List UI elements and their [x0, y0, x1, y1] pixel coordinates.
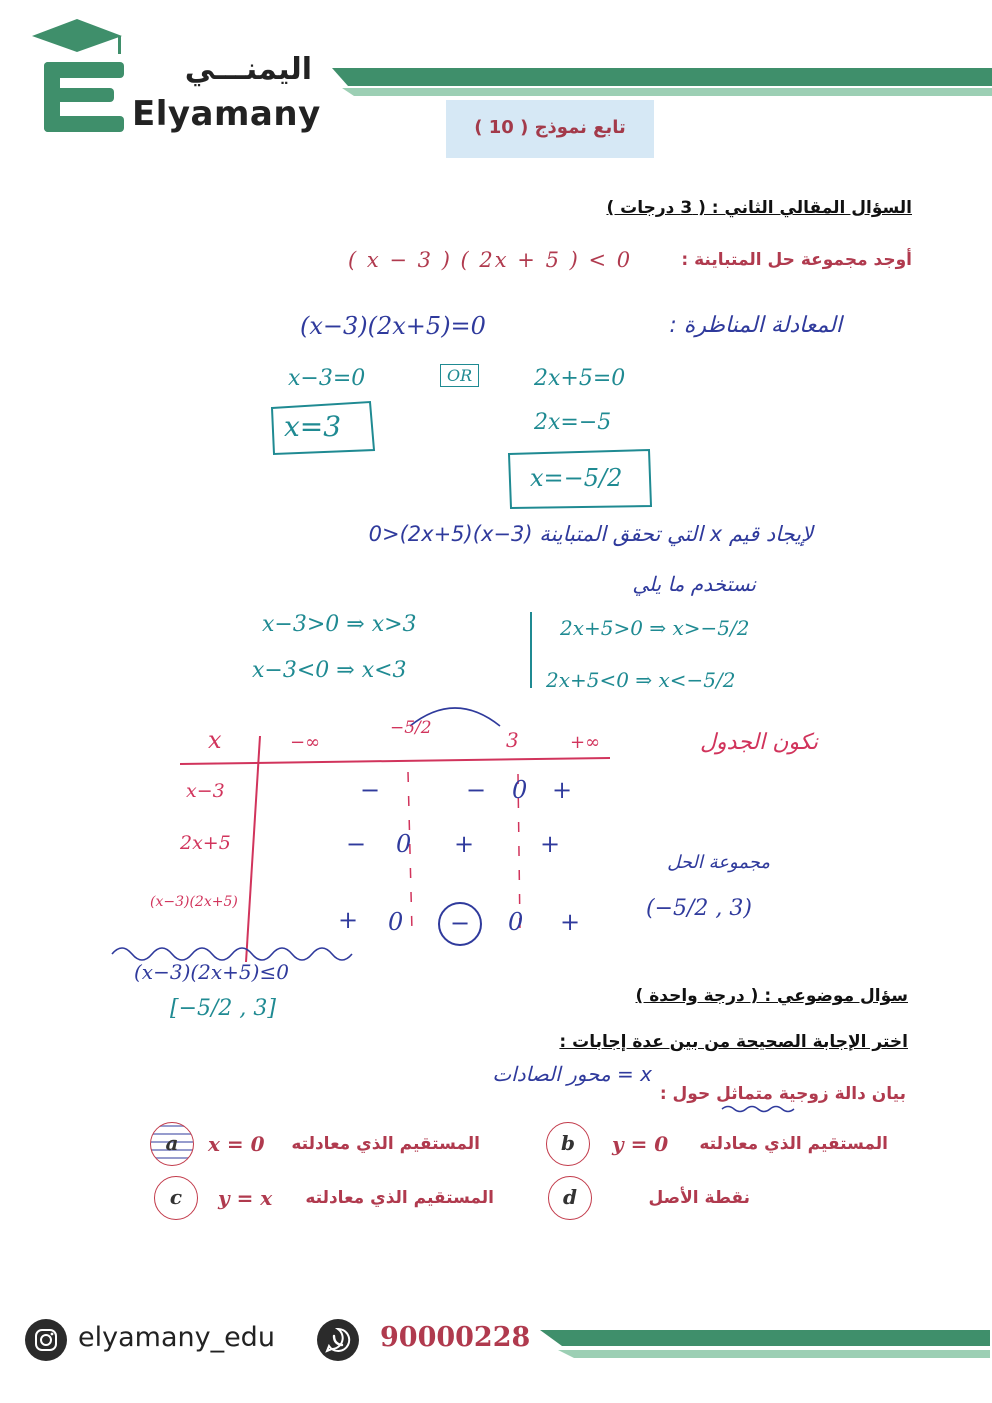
option-b[interactable]: [546, 1122, 892, 1168]
logo: [22, 14, 321, 139]
option-c[interactable]: [154, 1176, 500, 1222]
row2-sign2: 0: [396, 830, 412, 858]
row3-sign3: −: [438, 902, 482, 946]
whatsapp-icon: [316, 1318, 360, 1362]
footer-stripes: [540, 1328, 990, 1362]
logo-mark-icon: [22, 14, 132, 134]
case-divider: [530, 612, 532, 688]
row1-sign1: −: [360, 776, 381, 804]
option-b-math: y = 0: [612, 1132, 669, 1156]
case1: x−3>0 ⇒ x>3: [262, 612, 417, 637]
left-eq: x−3=0: [288, 366, 366, 391]
option-c-math: y = x: [218, 1186, 273, 1210]
axis-label: x = محور الصادات: [492, 1062, 652, 1086]
sol-set: (−5/2 , 3): [646, 896, 752, 921]
option-c-letter[interactable]: c: [154, 1176, 198, 1220]
related-eq: (x−3)(2x+5)=0: [300, 312, 486, 340]
option-a-math: x = 0: [208, 1132, 265, 1156]
sol2: x=−5/2: [530, 464, 623, 492]
row2-sign5: +: [540, 830, 561, 858]
or-box: OR: [440, 364, 479, 387]
row3-sign5: +: [560, 908, 581, 936]
option-b-letter[interactable]: b: [546, 1122, 590, 1166]
table-head-neg-inf: −∞: [290, 732, 321, 753]
bottom-ineq: (x−3)(2x+5)≤0: [134, 960, 289, 984]
option-d-letter[interactable]: d: [548, 1176, 592, 1220]
question-underline: [720, 1104, 800, 1114]
option-a-text: المستقيم الذي معادلته: [291, 1134, 480, 1154]
option-b-text: المستقيم الذي معادلته: [699, 1134, 888, 1154]
option-a-letter[interactable]: a: [150, 1122, 194, 1166]
logo-english: Elyamany: [132, 94, 321, 134]
objective-heading: سؤال موضوعي : ( درجة واحدة ): [635, 986, 908, 1006]
case2: x−3<0 ⇒ x<3: [252, 658, 407, 683]
right-eq: 2x+5=0: [534, 366, 626, 391]
row1-label: x−3: [186, 780, 225, 802]
row1-sign3: −: [466, 776, 487, 804]
row3-sign2: 0: [388, 908, 404, 936]
essay-heading: السؤال المقالي الثاني : ( 3 درجات ): [606, 198, 912, 218]
case3: 2x+5>0 ⇒ x>−5/2: [560, 616, 750, 640]
instagram-icon: [24, 1318, 68, 1362]
related-eq-label: المعادلة المناظرة :: [669, 313, 842, 338]
sol-set-label: مجموعة الحل: [667, 852, 770, 873]
note-line2: نستخدم ما يلي: [632, 572, 756, 596]
essay-inequality: ( x − 3 ) ( 2x + 5 ) < 0: [348, 248, 633, 272]
step2: 2x=−5: [534, 410, 612, 435]
instagram-link[interactable]: [24, 1318, 304, 1364]
table-head-root1: −5/2: [390, 718, 432, 738]
row1-sign4: 0: [512, 776, 528, 804]
instagram-handle: elyamany_edu: [78, 1322, 275, 1353]
option-d-text: نقطة الأصل: [648, 1188, 750, 1208]
option-c-text: المستقيم الذي معادلته: [305, 1188, 494, 1208]
row1-sign5: +: [552, 776, 573, 804]
note-line1: لإيجاد قيم x التي تحقق المتباينة (x−3)(2x+5)<0: [368, 522, 813, 546]
logo-arabic: اليمنـــي: [184, 52, 312, 87]
row2-sign3: +: [454, 830, 475, 858]
sign-table: [150, 718, 610, 946]
objective-question: بيان دالة زوجية متماثل حول :: [659, 1084, 906, 1104]
row2-label: 2x+5: [180, 832, 231, 854]
row3-sign1: +: [338, 906, 359, 934]
row3-sign4: 0: [508, 908, 524, 936]
objective-instruction: اختر الإجابة الصحيحة من بين عدة إجابات :: [559, 1032, 908, 1052]
model-banner: تابع نموذج ( 10 ): [446, 100, 654, 158]
sol1: x=3: [284, 410, 342, 443]
essay-prompt: أوجد مجموعة حل المتباينة :: [681, 250, 912, 270]
table-head-root2: 3: [506, 728, 519, 752]
table-head-x: x: [208, 726, 222, 754]
row3-label: (x−3)(2x+5): [150, 894, 238, 910]
option-a[interactable]: [150, 1122, 490, 1168]
option-d[interactable]: [548, 1176, 748, 1222]
bottom-set: [−5/2 , 3]: [170, 996, 276, 1021]
case4: 2x+5<0 ⇒ x<−5/2: [546, 668, 736, 692]
table-label: نكون الجدول: [700, 730, 818, 755]
whatsapp-number: 90000228: [380, 1322, 531, 1353]
table-head-pos-inf: +∞: [570, 732, 601, 753]
row2-sign1: −: [346, 830, 367, 858]
whatsapp-link[interactable]: [316, 1318, 531, 1364]
